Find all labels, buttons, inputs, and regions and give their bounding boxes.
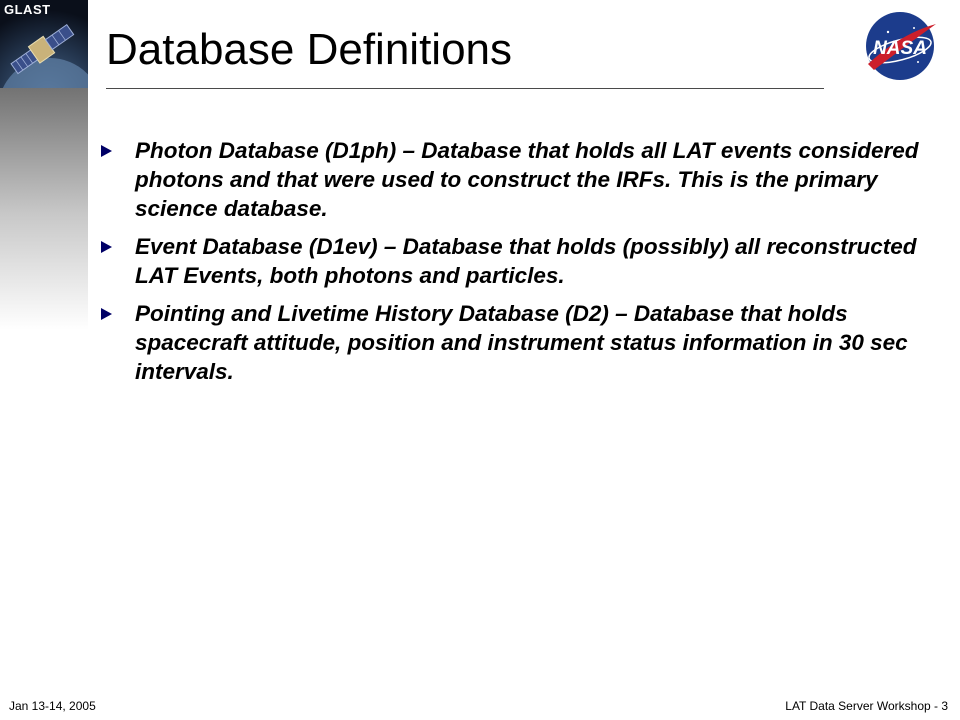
bullet-text: Event Database (D1ev) – Database that holds (possibly) all reconstructed LAT Events, both photons and particles. [135,234,917,288]
triangle-bullet-icon [101,241,112,253]
list-item [100,299,920,386]
footer-date: Jan 13-14, 2005 [9,699,96,713]
title-divider [106,88,824,89]
glast-logo-text: GLAST [4,2,51,17]
bullet-list [100,136,920,395]
list-item [100,232,920,290]
nasa-meatball-icon [858,6,942,86]
footer-event: LAT Data Server Workshop - 3 [785,699,948,713]
triangle-bullet-icon [101,145,112,157]
slide-title: Database Definitions [106,25,513,74]
list-item [100,136,920,223]
nasa-logo-text: NASA [873,38,927,59]
bullet-text: Photon Database (D1ph) – Database that holds all LAT events considered photons and that were used to construct the IRFs. This is the primary science database. [135,138,919,221]
bullet-text: Pointing and Livetime History Database (D2) – Database that holds spacecraft attitude, position and instrument status information in 30 sec intervals. [135,301,908,384]
triangle-bullet-icon [101,308,112,320]
glast-logo [0,0,88,88]
nasa-logo [858,6,942,86]
